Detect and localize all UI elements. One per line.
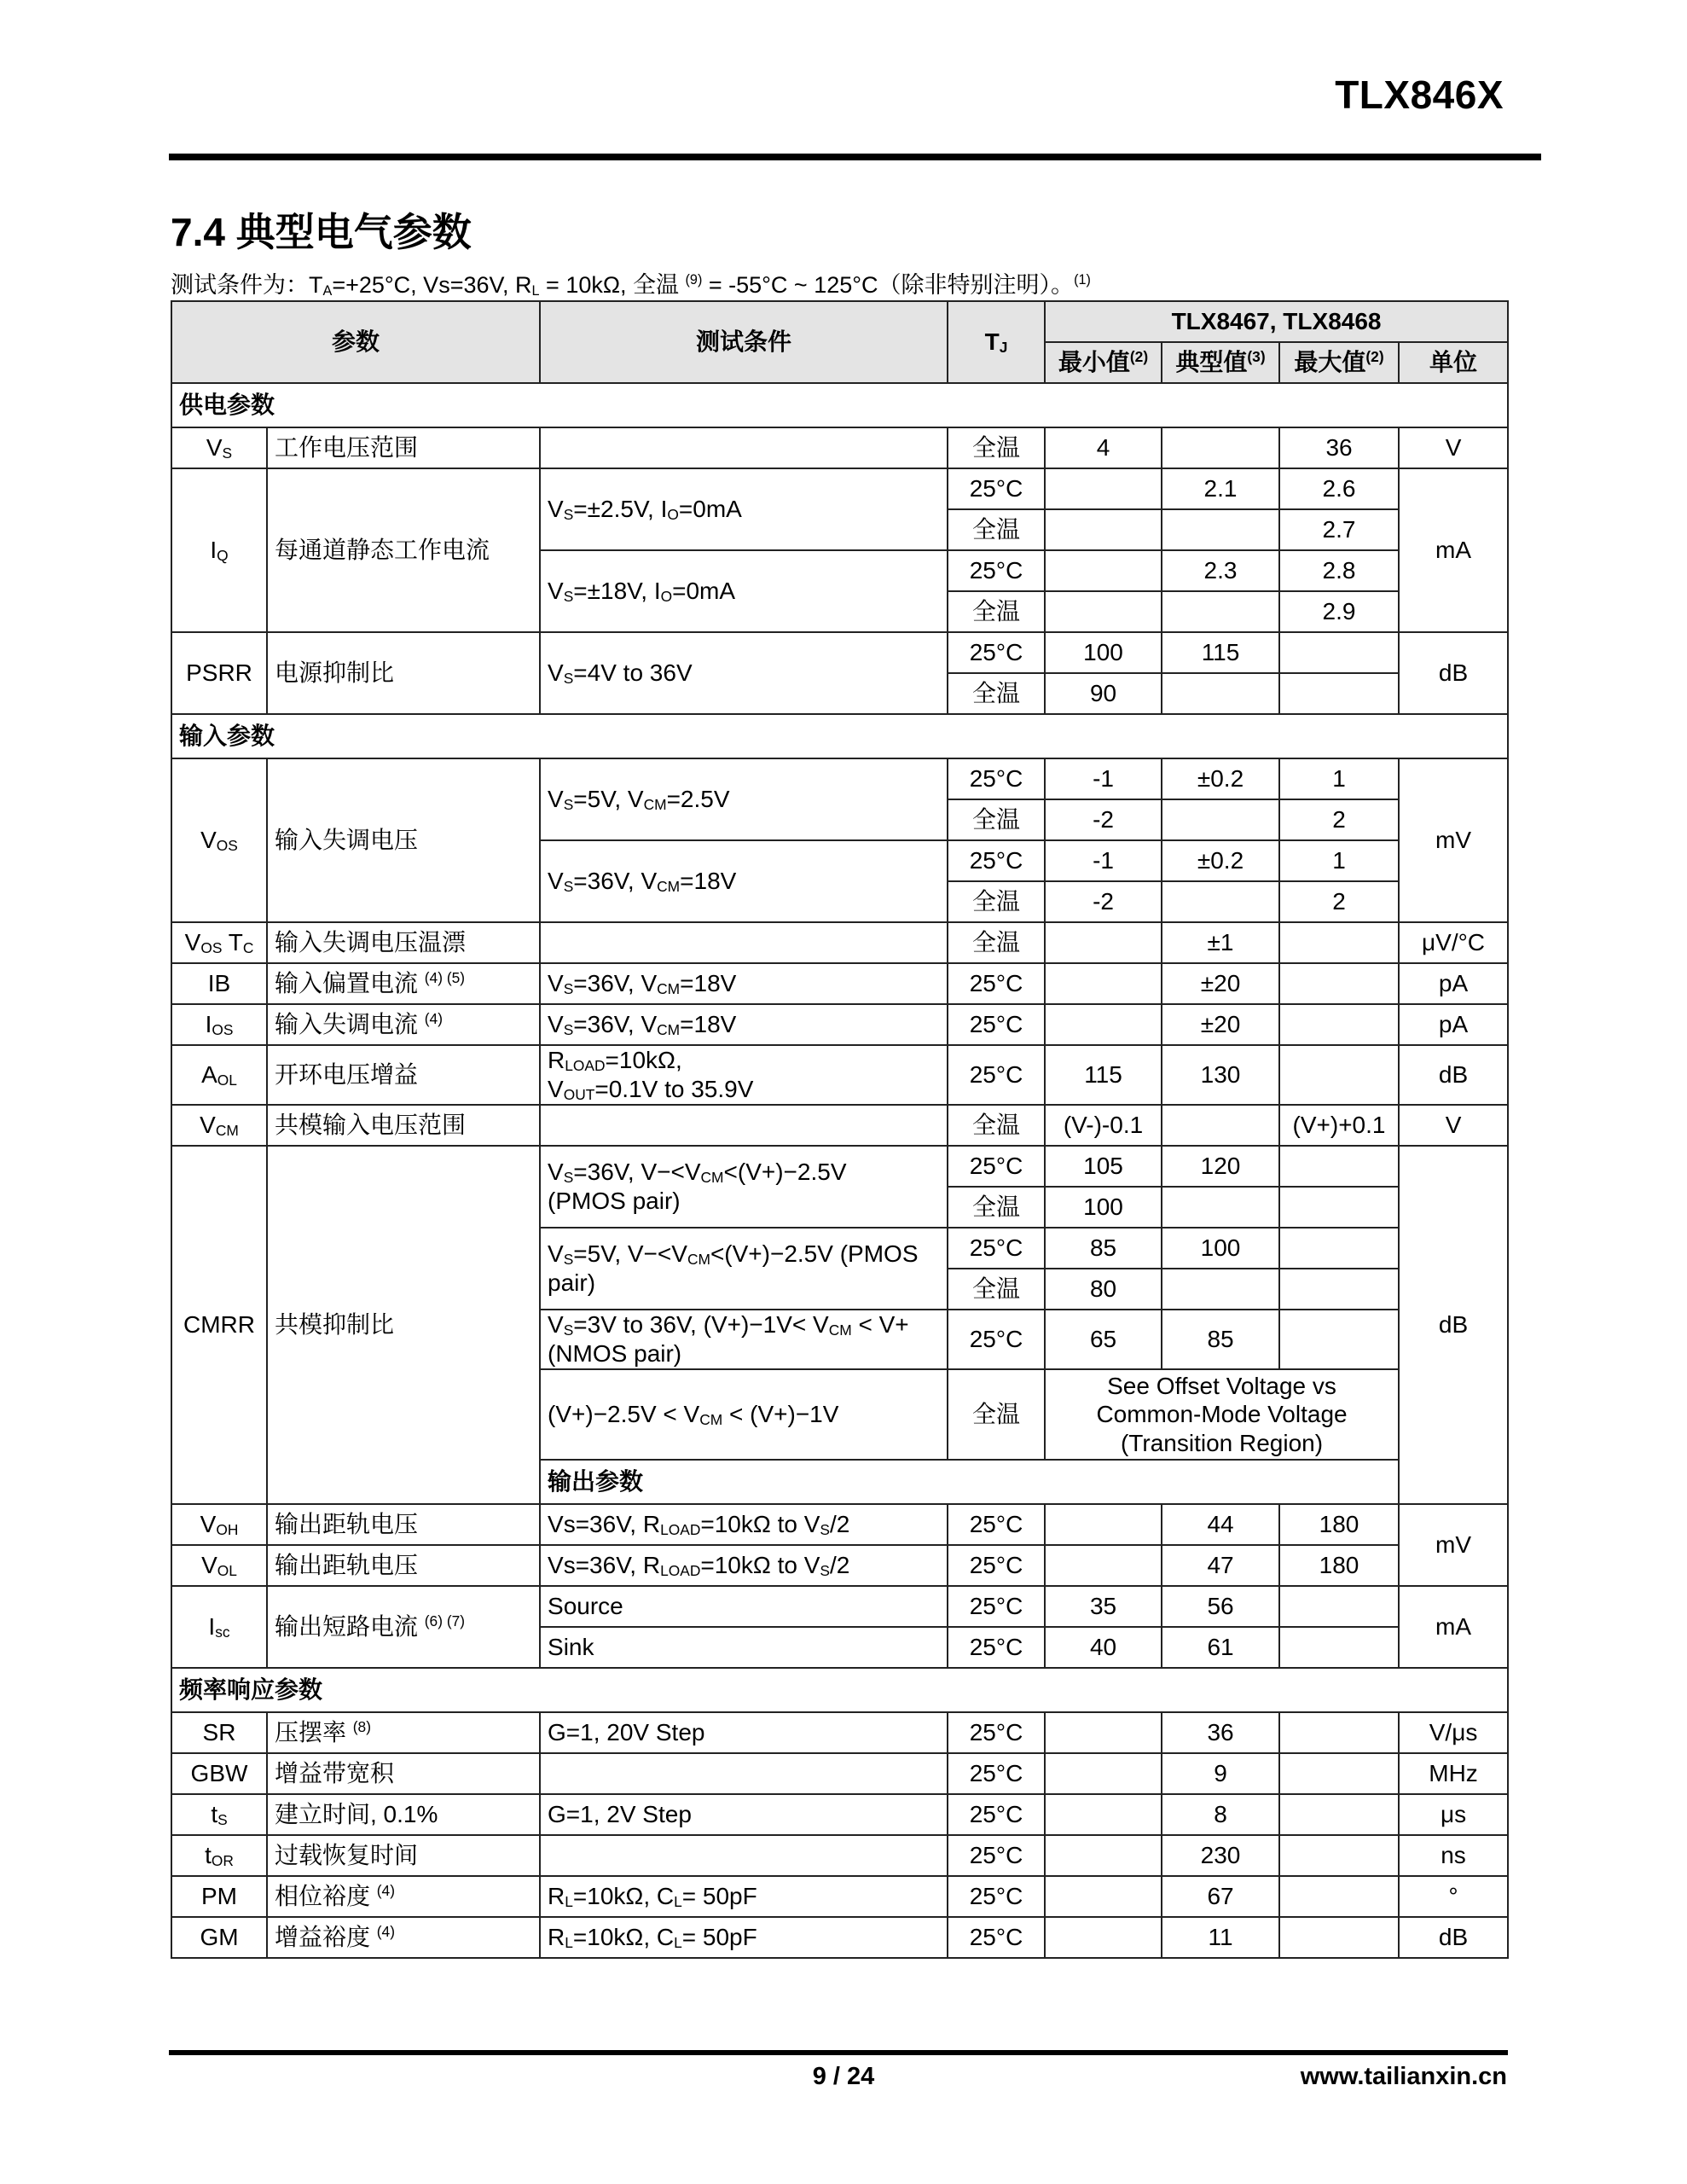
unit-cell: ns <box>1399 1835 1508 1876</box>
tj-cell: 25°C <box>948 1835 1045 1876</box>
param-symbol: $V_{OL}$ <box>171 1545 267 1586</box>
category-row <box>171 383 1508 427</box>
min-cell: 80 <box>1045 1269 1162 1310</box>
tj-cell: 25°C <box>948 1504 1045 1545</box>
param-name: 输出距轨电压 <box>267 1504 540 1545</box>
condition-cell: $V_S=36V$, $V_{CM}=18V$ <box>540 840 948 922</box>
table-row <box>171 1794 1508 1835</box>
param-symbol: $I_{sc}$ <box>171 1586 267 1668</box>
max-cell <box>1279 1269 1399 1310</box>
tj-cell: 25°C <box>948 1712 1045 1753</box>
min-cell <box>1045 1794 1162 1835</box>
typ-cell: ±20 <box>1162 963 1279 1004</box>
condition-cell <box>540 427 948 468</box>
tj-cell: 25°C <box>948 840 1045 881</box>
min-cell: 90 <box>1045 673 1162 714</box>
min-cell <box>1045 1835 1162 1876</box>
min-cell <box>1045 1753 1162 1794</box>
max-cell: 180 <box>1279 1504 1399 1545</box>
min-cell: 35 <box>1045 1586 1162 1627</box>
param-name: 建立时间, 0.1% <box>267 1794 540 1835</box>
min-cell: -1 <box>1045 758 1162 799</box>
typ-cell: 61 <box>1162 1627 1279 1668</box>
table-row <box>171 1105 1508 1146</box>
condition-cell: $V_S=36V$, $V_{CM}=18V$ <box>540 1004 948 1045</box>
max-cell: 2.7 <box>1279 509 1399 550</box>
min-cell <box>1045 591 1162 632</box>
param-symbol: IB <box>171 963 267 1004</box>
tj-cell: 25°C <box>948 1146 1045 1187</box>
min-cell <box>1045 1504 1162 1545</box>
header-tj: $T_J$ <box>948 301 1045 383</box>
typ-cell <box>1162 881 1279 922</box>
tj-cell: 25°C <box>948 1045 1045 1105</box>
max-cell <box>1279 1794 1399 1835</box>
section-title: 7.4 典型电气参数 <box>171 210 472 254</box>
condition-cell: $R_L=10k\Omega$, $C_L= 50pF$ <box>540 1917 948 1958</box>
typ-cell <box>1162 591 1279 632</box>
tj-cell: 全温 <box>948 922 1045 963</box>
category-output: 输出参数 <box>540 1460 1508 1504</box>
min-cell: 100 <box>1045 1187 1162 1228</box>
param-name: 开环电压增益 <box>267 1045 540 1105</box>
typ-cell: 2.3 <box>1162 550 1279 591</box>
tj-cell: 25°C <box>948 758 1045 799</box>
unit-cell: dB <box>1399 1917 1508 1958</box>
param-symbol: $t_{OR}$ <box>171 1835 267 1876</box>
param-symbol: $I_{OS}$ <box>171 1004 267 1045</box>
tj-cell: 25°C <box>948 632 1045 673</box>
condition-cell: G=1, 20V Step <box>540 1712 948 1753</box>
spec-table-wrapper <box>171 300 1507 1959</box>
header-max: 最大值$^{(2)}$ <box>1279 342 1399 383</box>
unit-cell: pA <box>1399 963 1508 1004</box>
condition-cell: Vs=36V, $R_{LOAD}=10k\Omega$ to $V_S/2$ <box>540 1545 948 1586</box>
tj-cell: 25°C <box>948 1794 1045 1835</box>
tj-cell: 全温 <box>948 881 1045 922</box>
min-cell: 40 <box>1045 1627 1162 1668</box>
typ-cell: ±1 <box>1162 922 1279 963</box>
param-name: 输入失调电流 $^{(4)}$ <box>267 1004 540 1045</box>
max-cell <box>1279 1228 1399 1269</box>
min-cell <box>1045 922 1162 963</box>
page-number: 9 / 24 <box>812 2063 875 2090</box>
table-row <box>171 922 1508 963</box>
header-typ: 典型值$^{(3)}$ <box>1162 342 1279 383</box>
max-cell <box>1279 1586 1399 1627</box>
typ-cell: 100 <box>1162 1228 1279 1269</box>
tj-cell: 25°C <box>948 1310 1045 1369</box>
max-cell: 2.6 <box>1279 468 1399 509</box>
category-freq: 频率响应参数 <box>171 1668 1508 1712</box>
typ-cell: 44 <box>1162 1504 1279 1545</box>
website-link[interactable]: www.tailianxin.cn <box>1300 2063 1507 2090</box>
table-row <box>171 758 1508 799</box>
tj-cell: 25°C <box>948 1753 1045 1794</box>
condition-cell: $V_S=5V$, $V_{CM}=2.5V$ <box>540 758 948 840</box>
param-name: 相位裕度 $^{(4)}$ <box>267 1876 540 1917</box>
typ-cell <box>1162 1187 1279 1228</box>
param-symbol: $V_{OH}$ <box>171 1504 267 1545</box>
unit-cell: μV/°C <box>1399 922 1508 963</box>
tj-cell: 25°C <box>948 963 1045 1004</box>
tj-cell: 25°C <box>948 1627 1045 1668</box>
max-cell <box>1279 1004 1399 1045</box>
param-symbol: $t_S$ <box>171 1794 267 1835</box>
min-cell <box>1045 1876 1162 1917</box>
tj-cell: 全温 <box>948 1369 1045 1460</box>
param-name: 压摆率 $^{(8)}$ <box>267 1712 540 1753</box>
typ-cell: 2.1 <box>1162 468 1279 509</box>
table-row <box>171 468 1508 509</box>
min-cell: -1 <box>1045 840 1162 881</box>
tj-cell: 全温 <box>948 591 1045 632</box>
document-title: TLX846X <box>1335 73 1504 117</box>
param-name: 共模输入电压范围 <box>267 1105 540 1146</box>
tj-cell: 25°C <box>948 1917 1045 1958</box>
max-cell: 180 <box>1279 1545 1399 1586</box>
typ-cell <box>1162 1269 1279 1310</box>
table-row <box>171 1917 1508 1958</box>
unit-cell: μs <box>1399 1794 1508 1835</box>
unit-cell: mA <box>1399 468 1508 632</box>
max-cell <box>1279 673 1399 714</box>
header-rule <box>169 154 1541 160</box>
unit-cell: dB <box>1399 632 1508 714</box>
condition-cell <box>540 922 948 963</box>
unit-cell: mV <box>1399 1504 1508 1586</box>
max-cell: 1 <box>1279 840 1399 881</box>
min-cell: 4 <box>1045 427 1162 468</box>
header-part-group: TLX8467, TLX8468 <box>1045 301 1508 342</box>
min-cell <box>1045 1004 1162 1045</box>
max-cell: 36 <box>1279 427 1399 468</box>
max-cell <box>1279 1917 1399 1958</box>
max-cell <box>1279 1712 1399 1753</box>
param-name: 输入失调电压温漂 <box>267 922 540 963</box>
condition-cell: $V_S=4V$ to 36V <box>540 632 948 714</box>
max-cell <box>1279 963 1399 1004</box>
typ-cell: 120 <box>1162 1146 1279 1187</box>
category-power: 供电参数 <box>171 383 1508 427</box>
typ-cell <box>1162 509 1279 550</box>
param-name: 工作电压范围 <box>267 427 540 468</box>
tj-cell: 全温 <box>948 427 1045 468</box>
typ-cell: 36 <box>1162 1712 1279 1753</box>
max-cell: 2 <box>1279 799 1399 840</box>
header-min: 最小值$^{(2)}$ <box>1045 342 1162 383</box>
table-row <box>171 1586 1508 1627</box>
unit-cell: dB <box>1399 1146 1508 1504</box>
max-cell: (V+)+0.1 <box>1279 1105 1399 1146</box>
condition-cell <box>540 1835 948 1876</box>
tj-cell: 全温 <box>948 673 1045 714</box>
table-row <box>171 1753 1508 1794</box>
typ-cell: 11 <box>1162 1917 1279 1958</box>
typ-cell <box>1162 799 1279 840</box>
param-symbol: $I_Q$ <box>171 468 267 632</box>
max-cell: 1 <box>1279 758 1399 799</box>
header-param: 参数 <box>171 301 540 383</box>
min-cell <box>1045 1917 1162 1958</box>
header-unit: 单位 <box>1399 342 1508 383</box>
table-row <box>171 1545 1508 1586</box>
max-cell <box>1279 1146 1399 1187</box>
max-cell <box>1279 1876 1399 1917</box>
tj-cell: 25°C <box>948 1586 1045 1627</box>
typ-cell: 67 <box>1162 1876 1279 1917</box>
typ-cell: 85 <box>1162 1310 1279 1369</box>
unit-cell: mV <box>1399 758 1508 922</box>
condition-cell: Sink <box>540 1627 948 1668</box>
min-cell <box>1045 1545 1162 1586</box>
condition-cell <box>540 1105 948 1146</box>
param-symbol: $V_{OS}$ <box>171 758 267 922</box>
param-symbol: GBW <box>171 1753 267 1794</box>
typ-cell: 115 <box>1162 632 1279 673</box>
max-cell <box>1279 1627 1399 1668</box>
param-name: 输入失调电压 <box>267 758 540 922</box>
typ-cell: 47 <box>1162 1545 1279 1586</box>
typ-cell <box>1162 673 1279 714</box>
condition-cell: $V_S=36V$, $V_{CM}=18V$ <box>540 963 948 1004</box>
unit-cell: V/μs <box>1399 1712 1508 1753</box>
unit-cell: V <box>1399 427 1508 468</box>
condition-cell <box>540 1753 948 1794</box>
tj-cell: 全温 <box>948 509 1045 550</box>
max-cell: 2 <box>1279 881 1399 922</box>
table-row <box>171 427 1508 468</box>
param-symbol: GM <box>171 1917 267 1958</box>
typ-cell: 230 <box>1162 1835 1279 1876</box>
typ-cell: 8 <box>1162 1794 1279 1835</box>
max-cell: 2.8 <box>1279 550 1399 591</box>
table-row <box>171 1712 1508 1753</box>
max-cell <box>1279 1187 1399 1228</box>
param-symbol: PSRR <box>171 632 267 714</box>
param-name: 增益带宽积 <box>267 1753 540 1794</box>
param-symbol: $V_S$ <box>171 427 267 468</box>
min-cell <box>1045 509 1162 550</box>
param-name: 输入偏置电流 $^{(4) (5)}$ <box>267 963 540 1004</box>
condition-cell: $R_L=10k\Omega$, $C_L= 50pF$ <box>540 1876 948 1917</box>
condition-cell: $V_S=\pm 18V$, $I_O=0mA$ <box>540 550 948 632</box>
tj-cell: 全温 <box>948 1105 1045 1146</box>
table-row <box>171 1146 1508 1187</box>
max-cell <box>1279 1835 1399 1876</box>
condition-cell: $V_S=3V$ to 36V, $(V+)-1V< V_{CM} < V+$ (NMOS pair) <box>540 1310 948 1369</box>
max-cell <box>1279 922 1399 963</box>
param-name: 过载恢复时间 <box>267 1835 540 1876</box>
param-name: 输出距轨电压 <box>267 1545 540 1586</box>
typ-cell: ±20 <box>1162 1004 1279 1045</box>
tj-cell: 25°C <box>948 1545 1045 1586</box>
typ-cell: ±0.2 <box>1162 758 1279 799</box>
min-cell: (V-)-0.1 <box>1045 1105 1162 1146</box>
max-cell <box>1279 632 1399 673</box>
footer-rule <box>169 2050 1508 2055</box>
max-cell: 2.9 <box>1279 591 1399 632</box>
table-row <box>171 963 1508 1004</box>
condition-cell: Vs=36V, $R_{LOAD}=10k\Omega$ to $V_S/2$ <box>540 1504 948 1545</box>
min-cell <box>1045 1712 1162 1753</box>
condition-cell: Source <box>540 1586 948 1627</box>
condition-cell: G=1, 2V Step <box>540 1794 948 1835</box>
condition-cell: $V_S=\pm 2.5V$, $I_O=0mA$ <box>540 468 948 550</box>
tj-cell: 全温 <box>948 1269 1045 1310</box>
min-cell: -2 <box>1045 799 1162 840</box>
tj-cell: 全温 <box>948 1187 1045 1228</box>
typ-cell <box>1162 427 1279 468</box>
unit-cell: mA <box>1399 1586 1508 1668</box>
header-cond: 测试条件 <box>540 301 948 383</box>
table-row <box>171 1004 1508 1045</box>
category-input: 输入参数 <box>171 714 1508 758</box>
typ-cell: 9 <box>1162 1753 1279 1794</box>
tj-cell: 25°C <box>948 1876 1045 1917</box>
typ-cell: 56 <box>1162 1586 1279 1627</box>
param-symbol: $A_{OL}$ <box>171 1045 267 1105</box>
electrical-spec-table <box>171 300 1509 1959</box>
max-cell <box>1279 1753 1399 1794</box>
tj-cell: 25°C <box>948 1228 1045 1269</box>
unit-cell: ° <box>1399 1876 1508 1917</box>
typ-cell: 130 <box>1162 1045 1279 1105</box>
unit-cell: pA <box>1399 1004 1508 1045</box>
table-row <box>171 1876 1508 1917</box>
param-symbol: SR <box>171 1712 267 1753</box>
param-name: 增益裕度 $^{(4)}$ <box>267 1917 540 1958</box>
param-symbol: PM <box>171 1876 267 1917</box>
table-row <box>171 1835 1508 1876</box>
min-cell <box>1045 963 1162 1004</box>
param-name: 电源抑制比 <box>267 632 540 714</box>
tj-cell: 全温 <box>948 799 1045 840</box>
condition-cell: $V_S=5V$, $V-<V_{CM}<(V+)-2.5V$ (PMOS pair) <box>540 1228 948 1310</box>
typ-cell: ±0.2 <box>1162 840 1279 881</box>
min-cell: -2 <box>1045 881 1162 922</box>
param-name: 输出短路电流 $^{(6) (7)}$ <box>267 1586 540 1668</box>
min-cell: 115 <box>1045 1045 1162 1105</box>
header-row <box>171 301 1508 342</box>
param-symbol: $V_{OS}$ $T_C$ <box>171 922 267 963</box>
min-cell: 65 <box>1045 1310 1162 1369</box>
min-cell <box>1045 468 1162 509</box>
param-symbol: CMRR <box>171 1146 267 1504</box>
tj-cell: 25°C <box>948 550 1045 591</box>
table-row <box>171 632 1508 673</box>
param-name: 共模抑制比 <box>267 1146 540 1504</box>
condition-cell: $R_{LOAD}=10k\Omega$, $V_{OUT}=0.1V$ to 35.9V <box>540 1045 948 1105</box>
min-cell <box>1045 550 1162 591</box>
tj-cell: 25°C <box>948 1004 1045 1045</box>
transition-note: See Offset Voltage vs Common-Mode Voltage (Transition Region) <box>1045 1369 1399 1460</box>
table-row <box>171 1045 1508 1105</box>
unit-cell: dB <box>1399 1045 1508 1105</box>
unit-cell: V <box>1399 1105 1508 1146</box>
table-row <box>171 1504 1508 1545</box>
min-cell: 105 <box>1045 1146 1162 1187</box>
tj-cell: 25°C <box>948 468 1045 509</box>
param-symbol: $V_{CM}$ <box>171 1105 267 1146</box>
test-conditions: 测试条件为：$T_A=+25^\circ C$, Vs=36V, $R_L = 10k\Omega$, 全温 $^{(9)}$ = -55°C ~ 125°C（除非特别注明）。$^{(1)}$ <box>171 272 1091 299</box>
condition-cell: $V_S=36V$, $V-<V_{CM}<(V+)-2.5V$ (PMOS pair) <box>540 1146 948 1228</box>
condition-cell: $(V+)-2.5V < V_{CM} < (V+)-1V$ <box>540 1369 948 1460</box>
typ-cell <box>1162 1105 1279 1146</box>
param-name: 每通道静态工作电流 <box>267 468 540 632</box>
unit-cell: MHz <box>1399 1753 1508 1794</box>
category-row <box>171 1668 1508 1712</box>
max-cell <box>1279 1310 1399 1369</box>
min-cell: 85 <box>1045 1228 1162 1269</box>
max-cell <box>1279 1045 1399 1105</box>
min-cell: 100 <box>1045 632 1162 673</box>
category-row <box>171 714 1508 758</box>
